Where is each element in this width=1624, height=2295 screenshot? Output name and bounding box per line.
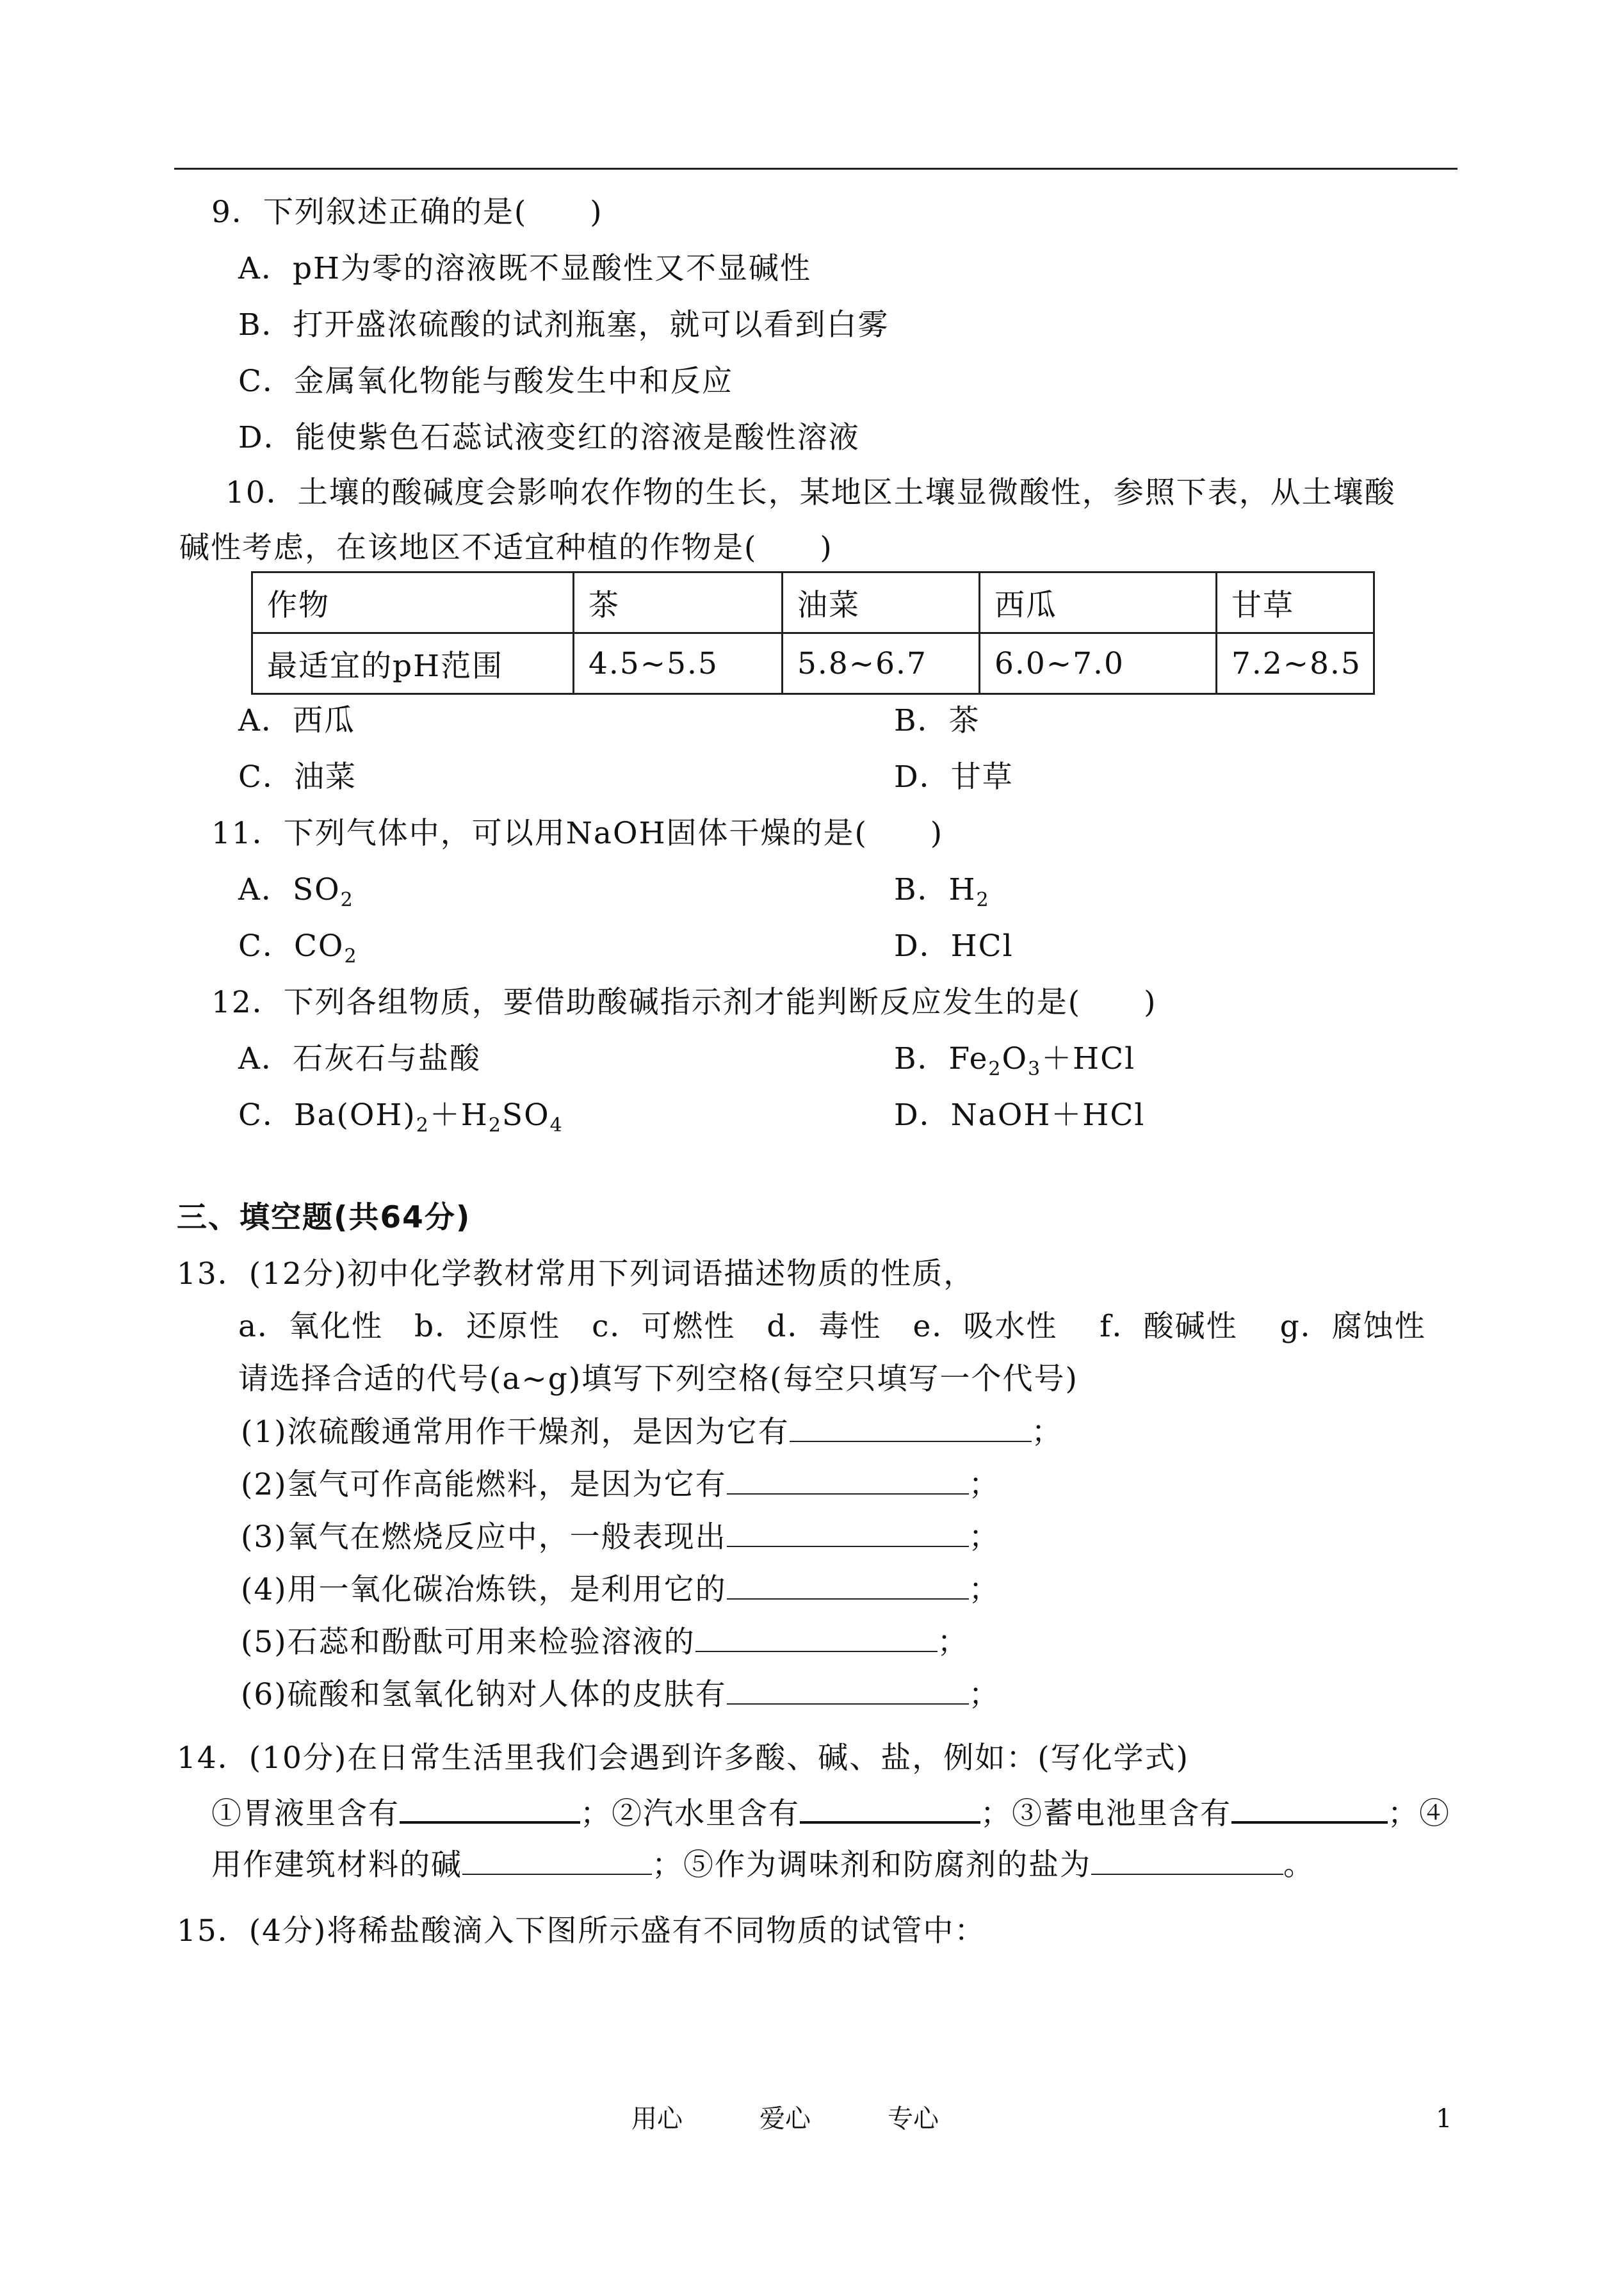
- table-cell: 5.8~6.7: [783, 633, 980, 694]
- footer-word-2: 爱心: [759, 2104, 811, 2134]
- q11-option-a: A．$SO_2$: [238, 872, 354, 911]
- footer-word-3: 专心: [888, 2104, 939, 2134]
- q11-option-c: C．$CO_2$: [238, 929, 358, 968]
- q9-option-a: A．pH为零的溶液既不显酸性又不显碱性: [238, 251, 812, 286]
- table-header-cell: 西瓜: [980, 572, 1217, 633]
- table-header-cell: 茶: [574, 572, 783, 633]
- q13-options: a．氧化性 b．还原性 c．可燃性 d．毒性 e．吸水性 f．酸碱性 g．腐蚀性: [238, 1309, 1426, 1344]
- answer-blank[interactable]: [400, 1793, 580, 1824]
- q9-option-b: B．打开盛浓硫酸的试剂瓶塞，就可以看到白雾: [238, 307, 889, 343]
- table-row: [252, 633, 1374, 694]
- q10-option-a: A．西瓜: [238, 703, 355, 738]
- q11-option-d: D．HCl: [894, 929, 1014, 964]
- answer-blank[interactable]: [790, 1413, 1032, 1442]
- answer-blank[interactable]: [800, 1793, 980, 1824]
- q12-option-b: B．$Fe_2O_3+HCl$: [894, 1041, 1136, 1080]
- ph-range-table: [251, 571, 1375, 695]
- table-header-cell: 甘草: [1217, 572, 1374, 633]
- answer-blank[interactable]: [727, 1570, 969, 1600]
- q13-item-6: (6)硫酸和氢氧化钠对人体的皮肤有 ；: [241, 1675, 1000, 1714]
- q12-option-a: A．石灰石与盐酸: [238, 1041, 481, 1076]
- q14-stem: 14．(10分)在日常生活里我们会遇到许多酸、碱、盐，例如：(写化学式): [177, 1740, 1189, 1776]
- table-header-cell: 作物: [252, 572, 574, 633]
- q13-stem: 13．(12分)初中化学教材常用下列词语描述物质的性质，: [177, 1256, 975, 1292]
- answer-blank[interactable]: [727, 1465, 969, 1495]
- table-cell: 6.0~7.0: [980, 633, 1217, 694]
- q10-option-d: D．甘草: [894, 759, 1014, 795]
- q13-item-4: (4)用一氧化碳冶炼铁，是利用它的 ；: [241, 1570, 1000, 1609]
- q15-stem: 15．(4分)将稀盐酸滴入下图所示盛有不同物质的试管中：: [177, 1913, 986, 1949]
- table-row: [252, 572, 1374, 633]
- footer-word-1: 用心: [631, 2104, 683, 2134]
- q13-item-5: (5)石蕊和酚酞可用来检验溶液的 ；: [241, 1623, 969, 1662]
- q12-option-c: C．$Ba(OH)_2+H_2SO_4$: [238, 1098, 564, 1137]
- answer-blank[interactable]: [1091, 1845, 1283, 1875]
- table-cell: 4.5~5.5: [574, 633, 783, 694]
- q13-item-2: (2)氢气可作高能燃料，是因为它有 ；: [241, 1465, 1000, 1504]
- q14-line2: 用作建筑材料的碱 ；⑤作为调味剂和防腐剂的盐为 。: [211, 1845, 1315, 1885]
- q12-stem: 12．下列各组物质，要借助酸碱指示剂才能判断反应发生的是( ): [211, 985, 1157, 1020]
- section-heading: 三、填空题(共64分): [177, 1200, 471, 1235]
- page-number: 1: [1436, 2104, 1452, 2134]
- header-rule: [174, 168, 1458, 170]
- q14-line1: ①胃液里含有 ；②汽水里含有 ；③蓄电池里含有 ；④: [211, 1793, 1450, 1833]
- q13-item-3: (3)氧气在燃烧反应中，一般表现出 ；: [241, 1518, 1000, 1557]
- answer-blank[interactable]: [695, 1623, 938, 1652]
- q13-item-1: (1)浓硫酸通常用作干燥剂，是因为它有 ；: [241, 1413, 1063, 1452]
- q10-option-b: B．茶: [894, 703, 980, 738]
- q13-instruction: 请选择合适的代号(a~g)填写下列空格(每空只填写一个代号): [238, 1361, 1078, 1397]
- table-header-cell: 油菜: [783, 572, 980, 633]
- table-cell: 7.2~8.5: [1217, 633, 1374, 694]
- q9-stem: 9．下列叙述正确的是( ): [211, 195, 603, 230]
- answer-blank[interactable]: [727, 1518, 969, 1547]
- answer-blank[interactable]: [462, 1845, 652, 1875]
- q9-option-c: C．金属氧化物能与酸发生中和反应: [238, 364, 733, 399]
- q12-option-d: D．NaOH＋HCl: [894, 1098, 1146, 1133]
- q10-stem-line2: 碱性考虑，在该地区不适宜种植的作物是( ): [179, 530, 833, 565]
- answer-blank[interactable]: [1231, 1793, 1388, 1824]
- q9-option-d: D．能使紫色石蕊试液变红的溶液是酸性溶液: [238, 420, 860, 455]
- table-cell: 最适宜的pH范围: [252, 633, 574, 694]
- q11-stem: 11．下列气体中，可以用NaOH固体干燥的是( ): [211, 816, 944, 851]
- answer-blank[interactable]: [727, 1675, 969, 1705]
- q11-option-b: B．$H_2$: [894, 872, 990, 911]
- q10-stem-line1: 10．土壤的酸碱度会影响农作物的生长，某地区土壤显微酸性，参照下表，从土壤酸: [225, 475, 1396, 510]
- q10-option-c: C．油菜: [238, 759, 357, 795]
